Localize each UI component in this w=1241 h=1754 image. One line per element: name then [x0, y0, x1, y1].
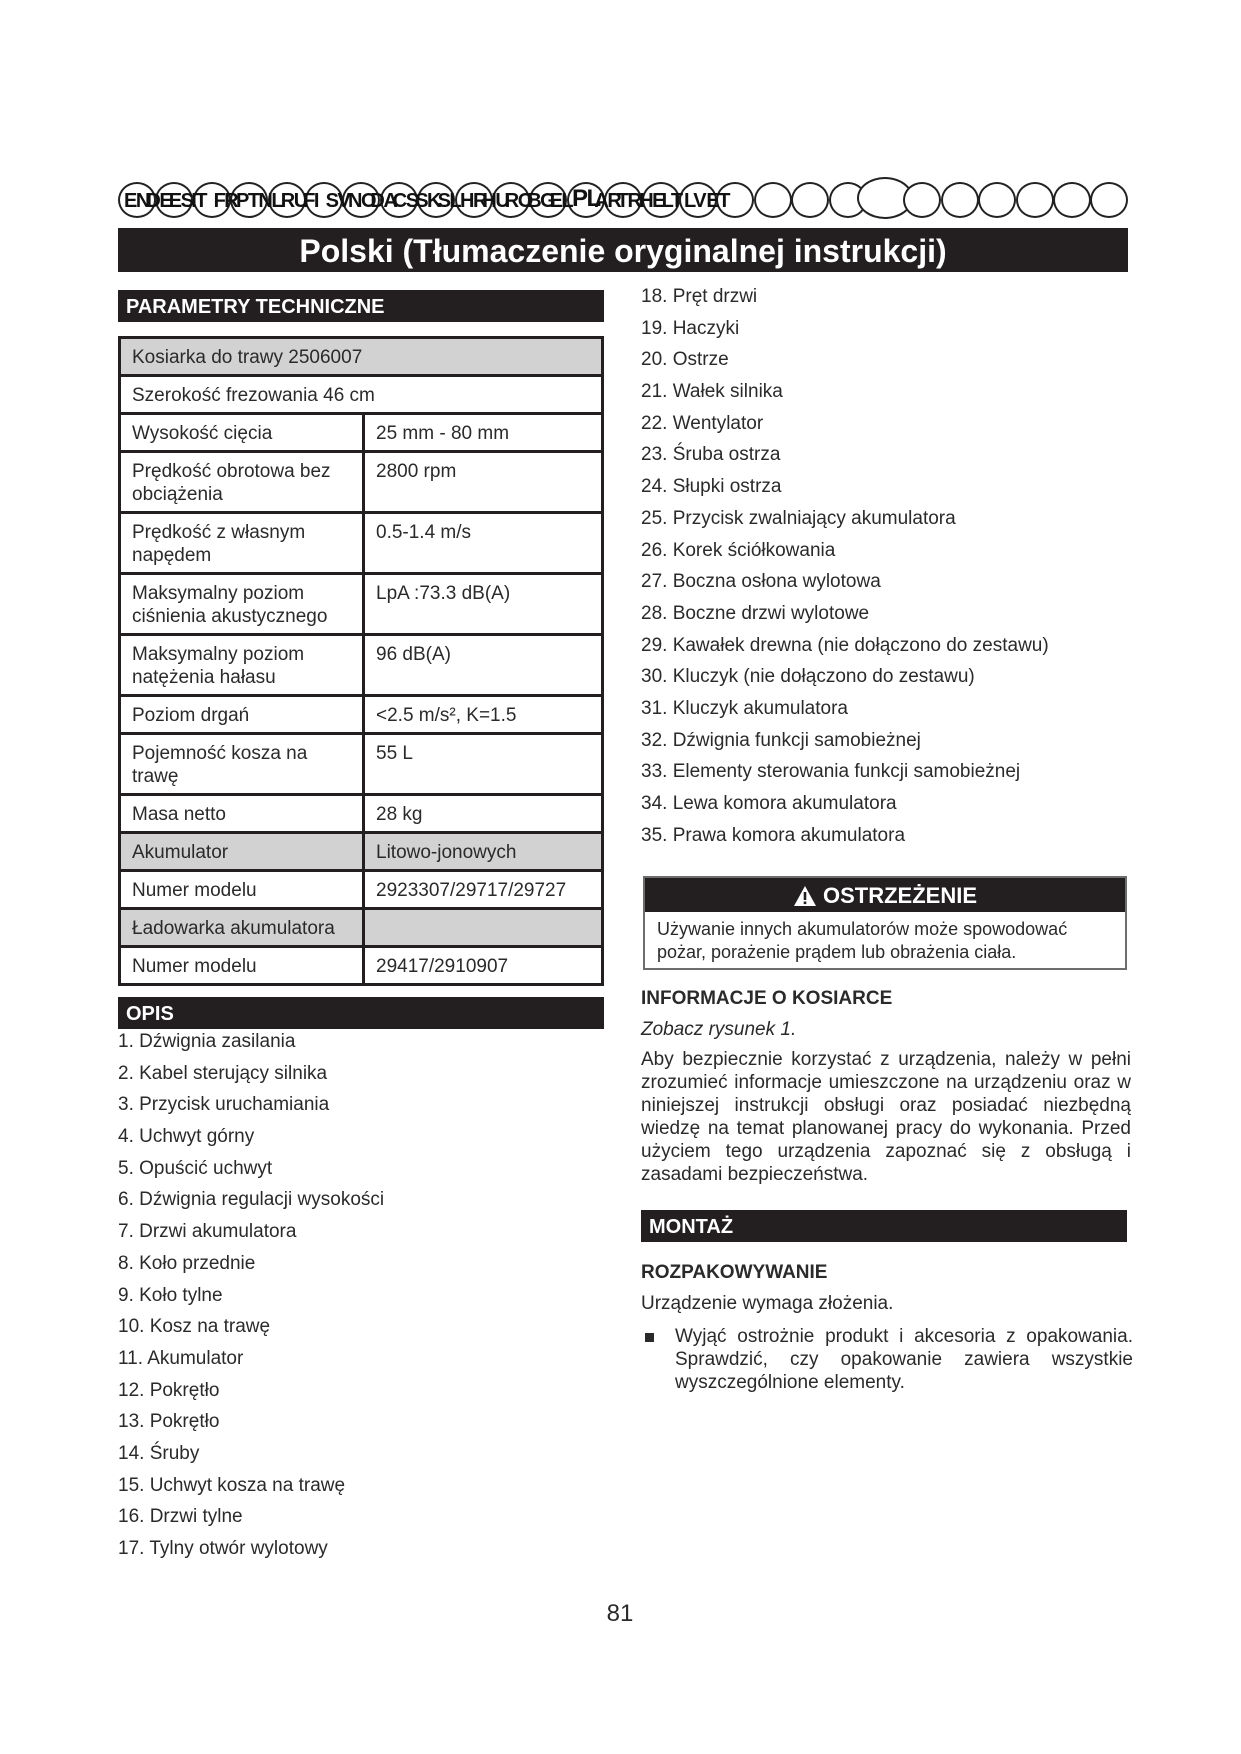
language-code-he: HE [639, 190, 664, 212]
spec-row [120, 909, 603, 947]
parts-list-item: 17. Tylny otwór wylotowy [118, 1538, 328, 1559]
warning-text: Używanie innych akumulatorów może spowodować pożar, porażenie prądem lub obrażenia ciała. [657, 919, 1068, 962]
spec-row [120, 452, 603, 513]
parts-list-item: 5. Opuścić uchwyt [118, 1157, 273, 1179]
language-code-sk: SK [415, 190, 440, 212]
spec-label: Poziom drgań [120, 696, 364, 734]
language-code-cs: CS [392, 190, 418, 212]
spec-label: Szerokość frezowania 46 cm [120, 376, 603, 414]
language-code-lt: LT [661, 190, 682, 212]
spec-row [120, 947, 603, 985]
language-code-hu: HU [482, 190, 509, 212]
warning-triangle-icon [793, 882, 817, 918]
spec-value: 29417/2910907 [364, 947, 603, 985]
parts-list-item: 35. Prawa komora akumulatora [641, 824, 906, 846]
spec-label: Wysokość cięcia [120, 414, 364, 452]
spec-value: 55 L [364, 734, 603, 795]
language-circle-bg [791, 182, 829, 218]
parts-list-item: 16. Drzwi tylne [118, 1506, 243, 1528]
language-circle-ar [903, 182, 941, 218]
description-heading: OPIS [118, 997, 604, 1029]
parts-list-item: 6. Dźwignia regulacji wysokości [118, 1189, 385, 1211]
language-code-de: DE [146, 190, 172, 212]
language-code-et: ET [706, 190, 729, 212]
spec-value: 25 mm - 80 mm [364, 414, 603, 452]
mower-info-text: Aby bezpiecznie korzystać z urządzenia, należy w pełni zrozumieć informacje umieszczone na urządzeniu oraz w niniejszej instrukcji obsługi oraz posiadać niezbędną wiedzę na temat planowanej pracy do wykonania. Przed użyciem tego urządzenia zapoznać się z obsługą i zasadami bezpieczeństwa. [641, 1049, 1131, 1185]
language-circle-lv [1053, 182, 1091, 218]
parts-list-left [118, 1026, 384, 1565]
language-circle-he [978, 182, 1016, 218]
unpacking-bullet-text: Wyjąć ostrożnie produkt i akcesoria z opakowania. Sprawdzić, czy opakowanie zawiera wszystkie wyszczególnione elementy. [675, 1326, 1133, 1393]
spec-label: Akumulator [120, 833, 364, 871]
specs-table [118, 336, 604, 986]
parts-list-item: 9. Koło tylne [118, 1284, 223, 1306]
parts-list-item: 11. Akumulator [118, 1347, 244, 1369]
parts-list-item: 30. Kluczyk (nie dołączono do zestawu) [641, 666, 975, 688]
parts-list-item: 25. Przycisk zwalniający akumulatora [641, 507, 956, 529]
parts-list-item: 32. Dźwignia funkcji samobieżnej [641, 729, 921, 751]
parts-list-item: 18. Pręt drzwi [641, 286, 758, 307]
parts-list-item: 12. Pokrętło [118, 1379, 220, 1401]
language-code-sv: SV [325, 190, 350, 212]
language-code-no: NO [348, 190, 375, 212]
spec-label: Numer modelu [120, 871, 364, 909]
spec-row [120, 734, 603, 795]
language-selector-strip [118, 180, 1128, 222]
warning-header [645, 878, 1125, 912]
parts-list-item: 19. Haczyki [641, 317, 740, 339]
spec-label: Maksymalny poziom natężenia hałasu [120, 635, 364, 696]
assembly-heading: MONTAŻ [641, 1210, 1127, 1242]
spec-value: 2800 rpm [364, 452, 603, 513]
spec-row [120, 696, 603, 734]
parts-list-item: 3. Przycisk uruchamiania [118, 1094, 330, 1116]
language-code-ru: RU [280, 190, 307, 212]
parts-list-item: 1. Dźwignia zasilania [118, 1031, 296, 1052]
parts-list-item: 28. Boczne drzwi wylotowe [641, 602, 870, 624]
parts-list-item: 13. Pokrętło [118, 1411, 220, 1433]
spec-row [120, 795, 603, 833]
language-circle-et [1090, 182, 1128, 218]
language-code-sl: SL [437, 190, 461, 212]
spec-value: LpA :73.3 dB(A) [364, 574, 603, 635]
parts-list-item: 20. Ostrze [641, 349, 729, 371]
spec-label: Prędkość obrotowa bez obciążenia [120, 452, 364, 513]
language-circle-ro [754, 182, 792, 218]
language-code-el: EL [549, 190, 573, 212]
language-code-ar: AR [594, 190, 621, 212]
warning-title: OSTRZEŻENIE [822, 883, 977, 908]
language-code-ro: RO [504, 190, 532, 212]
parts-list-item: 8. Koło przednie [118, 1252, 256, 1274]
parts-list-item: 31. Kluczyk akumulatora [641, 697, 848, 719]
mower-info-heading: INFORMACJE O KOSIARCE [641, 988, 893, 1009]
parts-list-item: 15. Uchwyt kosza na trawę [118, 1474, 346, 1496]
language-code-tr: TR [616, 190, 641, 212]
unpacking-heading: ROZPAKOWYWANIE [641, 1262, 828, 1283]
parts-list-item: 27. Boczna osłona wylotowa [641, 571, 881, 593]
spec-value: 96 dB(A) [364, 635, 603, 696]
language-code-da: DA [370, 190, 397, 212]
warning-box [643, 876, 1127, 970]
page-title: Polski (Tłumaczenie oryginalnej instrukcji) [118, 228, 1128, 272]
parts-list-right [641, 281, 1049, 851]
spec-label: Masa netto [120, 795, 364, 833]
spec-label: Kosiarka do trawy 2506007 [120, 338, 603, 376]
language-code-bg: BG [527, 190, 555, 212]
specs-heading: PARAMETRY TECHNICZNE [118, 290, 604, 322]
spec-row [120, 338, 603, 376]
parts-list-item: 4. Uchwyt górny [118, 1126, 255, 1148]
language-code-pt: PT [236, 190, 259, 212]
spec-row [120, 513, 603, 574]
parts-list-item: 10. Kosz na trawę [118, 1316, 271, 1338]
language-circle-lt [1016, 182, 1054, 218]
spec-label: Pojemność kosza na trawę [120, 734, 364, 795]
unpacking-bullet [645, 1325, 1133, 1394]
parts-list-item: 33. Elementy sterowania funkcji samobieżnej [641, 761, 1021, 783]
spec-label: Prędkość z własnym napędem [120, 513, 364, 574]
spec-value: 2923307/29717/29727 [364, 871, 603, 909]
parts-list-item: 7. Drzwi akumulatora [118, 1221, 297, 1243]
spec-row [120, 376, 603, 414]
spec-value: <2.5 m/s², K=1.5 [364, 696, 603, 734]
parts-list-item: 24. Słupki ostrza [641, 476, 782, 498]
language-code-es: ES [168, 190, 193, 212]
parts-list-item: 29. Kawałek drewna (nie dołączono do zestawu) [641, 634, 1049, 656]
spec-value: 0.5-1.4 m/s [364, 513, 603, 574]
language-code-lv: LV [684, 190, 706, 212]
spec-label: Numer modelu [120, 947, 364, 985]
page-number: 81 [606, 1600, 634, 1627]
spec-row [120, 635, 603, 696]
language-code-en: EN [124, 190, 149, 212]
see-figure-note: Zobacz rysunek 1. [641, 1019, 797, 1040]
parts-list-item: 21. Wałek silnika [641, 381, 783, 403]
spec-value: Litowo-jonowych [364, 833, 603, 871]
language-code-it: IT [191, 190, 206, 212]
parts-list-item: 14. Śruby [118, 1442, 200, 1464]
language-code-hr: HR [460, 190, 486, 212]
parts-list-item: 23. Śruba ostrza [641, 444, 781, 466]
language-code-fi: FI [303, 190, 318, 212]
spec-row [120, 833, 603, 871]
spec-value [364, 909, 603, 947]
parts-list-item: 2. Kabel sterujący silnika [118, 1062, 328, 1084]
spec-row [120, 574, 603, 635]
parts-list-item: 26. Korek ściółkowania [641, 539, 836, 561]
spec-label: Ładowarka akumulatora [120, 909, 364, 947]
spec-label: Maksymalny poziom ciśnienia akustycznego [120, 574, 364, 635]
language-code-nl: NL [258, 190, 283, 212]
parts-list-item: 34. Lewa komora akumulatora [641, 793, 897, 814]
spec-row [120, 871, 603, 909]
bullet-square-icon [645, 1333, 654, 1342]
language-code-fr: FR [213, 190, 238, 212]
language-code-pl: PL [572, 185, 600, 212]
spec-row [120, 414, 603, 452]
spec-value: 28 kg [364, 795, 603, 833]
parts-list-item: 22. Wentylator [641, 412, 764, 434]
assembly-intro: Urządzenie wymaga złożenia. [641, 1293, 894, 1314]
language-circle-tr [941, 182, 979, 218]
